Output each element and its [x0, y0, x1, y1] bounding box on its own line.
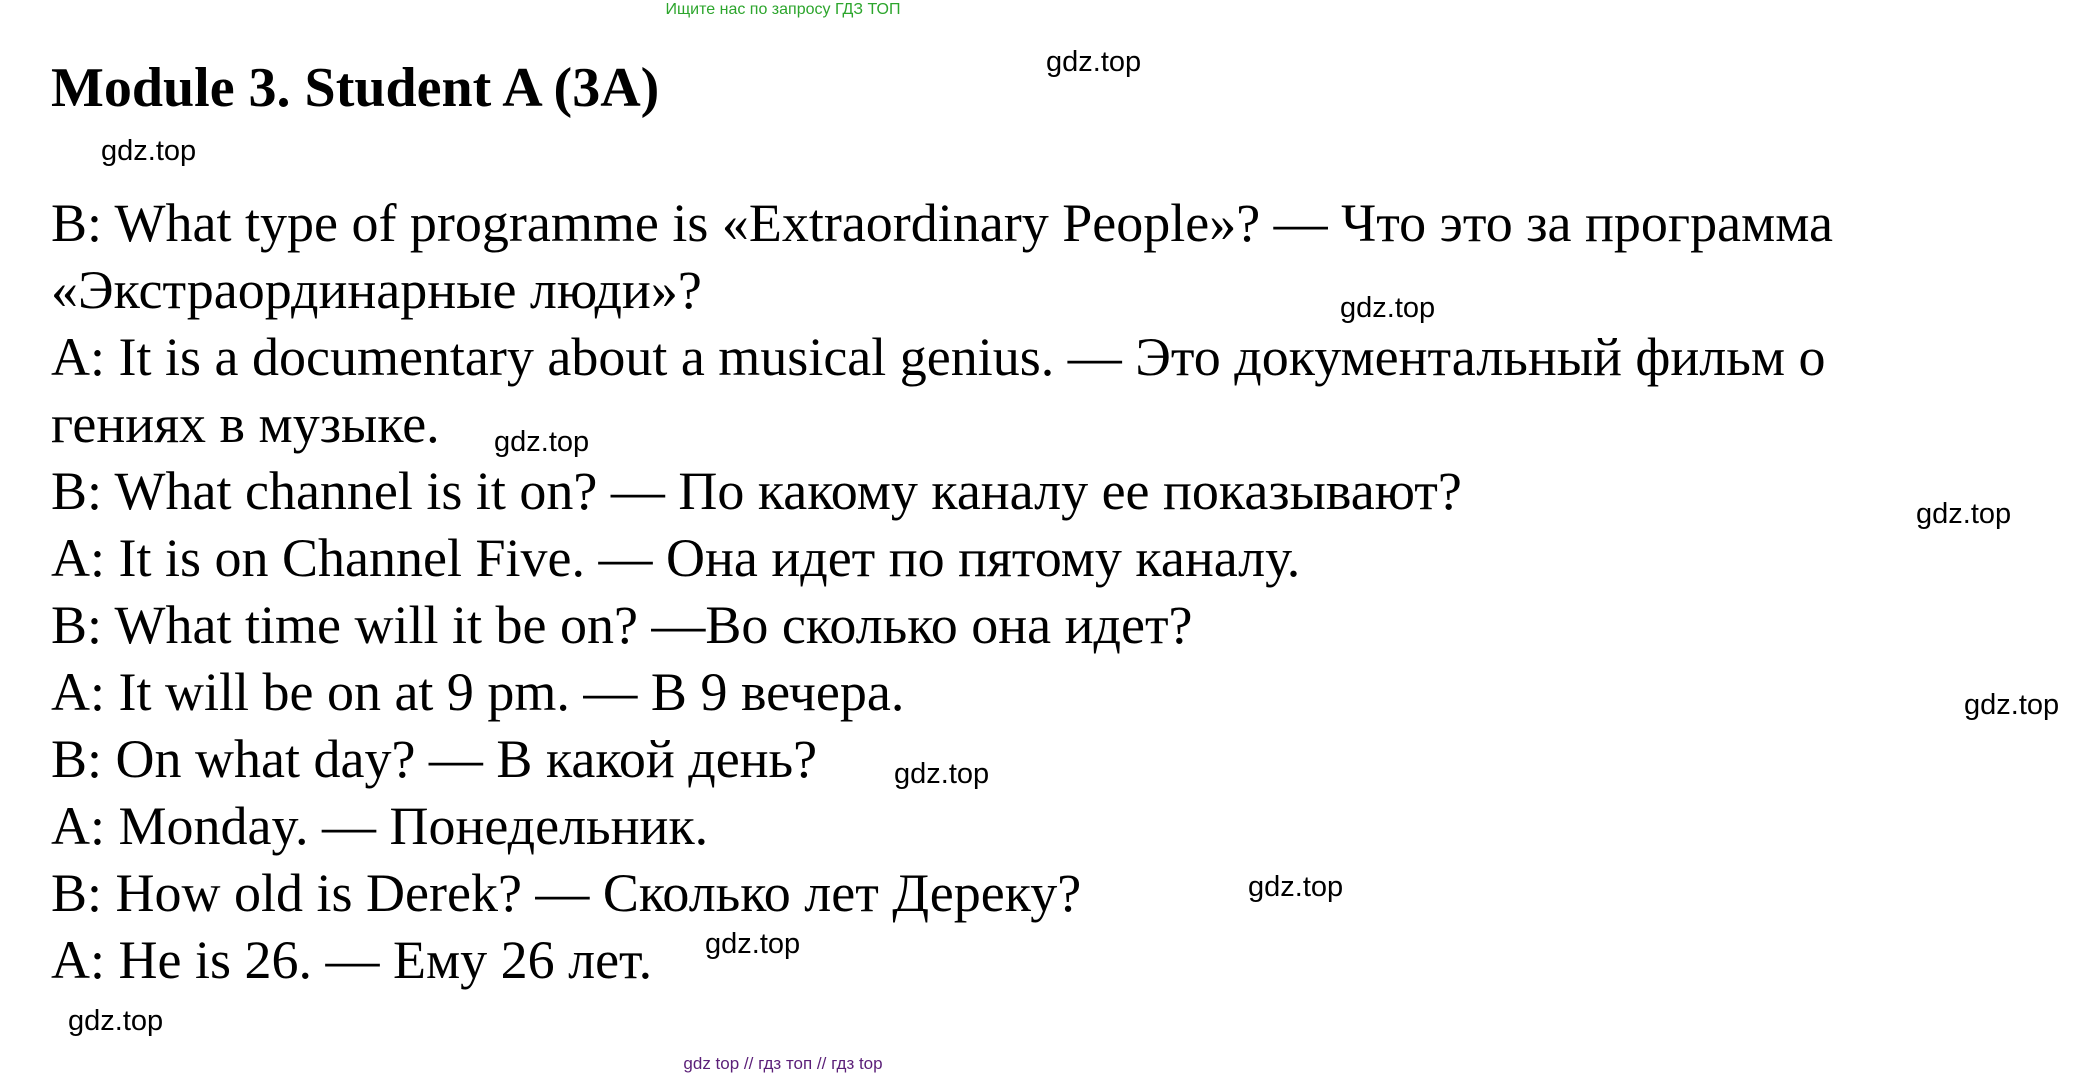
page-title: Module 3. Student A (3A)	[51, 57, 660, 119]
watermark-4: gdz.top	[494, 426, 590, 458]
watermark-8: gdz.top	[1248, 871, 1344, 903]
dialogue-line-6: A: It is on Channel Five. — Она идет по пятому каналу.	[51, 528, 1301, 588]
dialogue-line-1: B: What type of programme is «Extraordinary People»? — Что это за программа	[51, 193, 1833, 253]
dialogue-line-8: A: It will be on at 9 pm. — В 9 вечера.	[51, 662, 905, 722]
watermark-9: gdz.top	[705, 928, 801, 960]
dialogue-line-7: B: What time will it be on? —Во сколько она идет?	[51, 595, 1193, 655]
dialogue-text	[51, 190, 2051, 994]
watermark-10: gdz.top	[68, 1005, 164, 1037]
watermark-1: gdz.top	[1046, 46, 1142, 78]
watermark-2: gdz.top	[101, 135, 197, 167]
top-search-note: Ищите нас по запросу ГДЗ ТОП	[665, 1, 901, 18]
watermark-6: gdz.top	[1964, 689, 2060, 721]
dialogue-line-2: «Экстраординарные люди»?	[51, 260, 702, 320]
watermark-3: gdz.top	[1340, 292, 1436, 324]
footer-note: gdz top // гдз топ // гдз top	[683, 1054, 883, 1073]
watermark-5: gdz.top	[1916, 498, 2012, 530]
dialogue-line-3: A: It is a documentary about a musical genius. — Это документальный фильм о	[51, 327, 1826, 387]
dialogue-line-5: B: What channel is it on? — По какому каналу ее показывают?	[51, 461, 1462, 521]
dialogue-line-10: A: Monday. — Понедельник.	[51, 796, 709, 856]
watermark-7: gdz.top	[894, 758, 990, 790]
dialogue-line-9: B: On what day? — В какой день?	[51, 729, 818, 789]
dialogue-line-4: гениях в музыке.	[51, 394, 440, 454]
dialogue-line-11: B: How old is Derek? — Сколько лет Дереку?	[51, 863, 1082, 923]
dialogue-line-12: A: He is 26. — Ему 26 лет.	[51, 930, 653, 990]
